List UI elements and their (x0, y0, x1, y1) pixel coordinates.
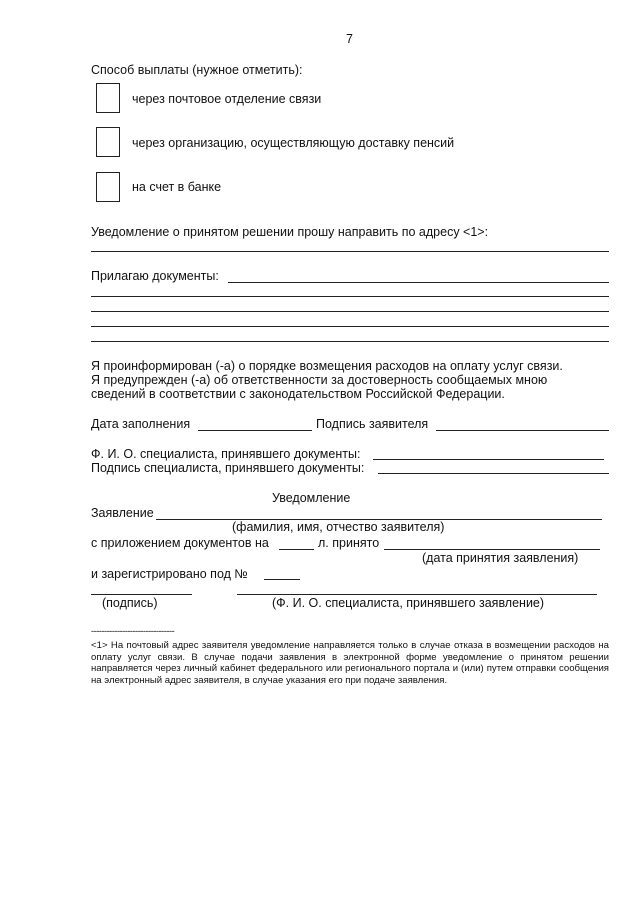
attached-documents-label: Прилагаю документы: (91, 269, 219, 283)
applicant-fio-caption: (фамилия, имя, отчество заявителя) (232, 520, 445, 534)
footnote-text: <1> На почтовый адрес заявителя уведомление направляется только в случае отказа в возмещении расходов на оплату услуг связи. В случае подачи заявления в электронной форме уведомление о принятом решении направляется через личный кабинет федерального или регионального портала и (или) путем отправки сообщения на электронный адрес заявителя, в случае указания его при подаче заявления. (91, 640, 609, 686)
sheets-accepted-label: л. принято (318, 536, 380, 550)
registration-number-field-line[interactable] (264, 579, 300, 580)
sheets-count-field-line[interactable] (279, 549, 314, 550)
registered-label: и зарегистрировано под № (91, 567, 248, 581)
signature-caption: (подпись) (102, 596, 158, 610)
with-documents-label: с приложением документов на (91, 536, 269, 550)
signature-field-line[interactable] (91, 594, 192, 595)
payment-method-heading: Способ выплаты (нужное отметить): (91, 63, 303, 77)
specialist-signature-field-line[interactable] (378, 473, 609, 474)
fill-date-label: Дата заполнения (91, 417, 191, 431)
checkbox-bank-account[interactable] (96, 172, 120, 202)
statement-label: Заявление (91, 506, 154, 520)
option-delivery-organization-label: через организацию, осуществляющую доставку пенсий (132, 136, 455, 150)
notice-address-label: Уведомление о принятом решении прошу направить по адресу <1>: (91, 225, 489, 239)
specialist-signature-label: Подпись специалиста, принявшего документы: (91, 461, 365, 475)
specialist-name-field-line[interactable] (373, 459, 604, 460)
attached-documents-line-4[interactable] (91, 326, 609, 327)
page-number: 7 (346, 32, 353, 46)
specialist-name-label: Ф. И. О. специалиста, принявшего документы: (91, 447, 361, 461)
applicant-signature-field-line[interactable] (436, 430, 609, 431)
attached-documents-line-5[interactable] (91, 341, 609, 342)
informed-line-3: сведений в соответствии с законодательством Российской Федерации. (91, 387, 505, 401)
fill-date-field-line[interactable] (198, 430, 312, 431)
informed-line-2: Я предупрежден (-а) об ответственности за достоверность сообщаемых мною (91, 373, 548, 387)
notification-title: Уведомление (272, 491, 351, 505)
accepting-specialist-field-line[interactable] (237, 594, 597, 595)
applicant-signature-label: Подпись заявителя (316, 417, 429, 431)
checkbox-post-office[interactable] (96, 83, 120, 113)
attached-documents-line-1[interactable] (228, 282, 609, 283)
acceptance-date-caption: (дата принятия заявления) (422, 551, 579, 565)
checkbox-delivery-organization[interactable] (96, 127, 120, 157)
acceptance-date-field-line[interactable] (384, 549, 600, 550)
attached-documents-line-2[interactable] (91, 296, 609, 297)
option-post-office-label: через почтовое отделение связи (132, 92, 322, 106)
attached-documents-line-3[interactable] (91, 311, 609, 312)
accepting-specialist-caption: (Ф. И. О. специалиста, принявшего заявление) (272, 596, 545, 610)
footnote-rule: -------------------------------- (91, 626, 175, 637)
address-field-line[interactable] (91, 251, 609, 252)
option-bank-account-label: на счет в банке (132, 180, 222, 194)
informed-line-1: Я проинформирован (-а) о порядке возмещения расходов на оплату услуг связи. (91, 359, 563, 373)
